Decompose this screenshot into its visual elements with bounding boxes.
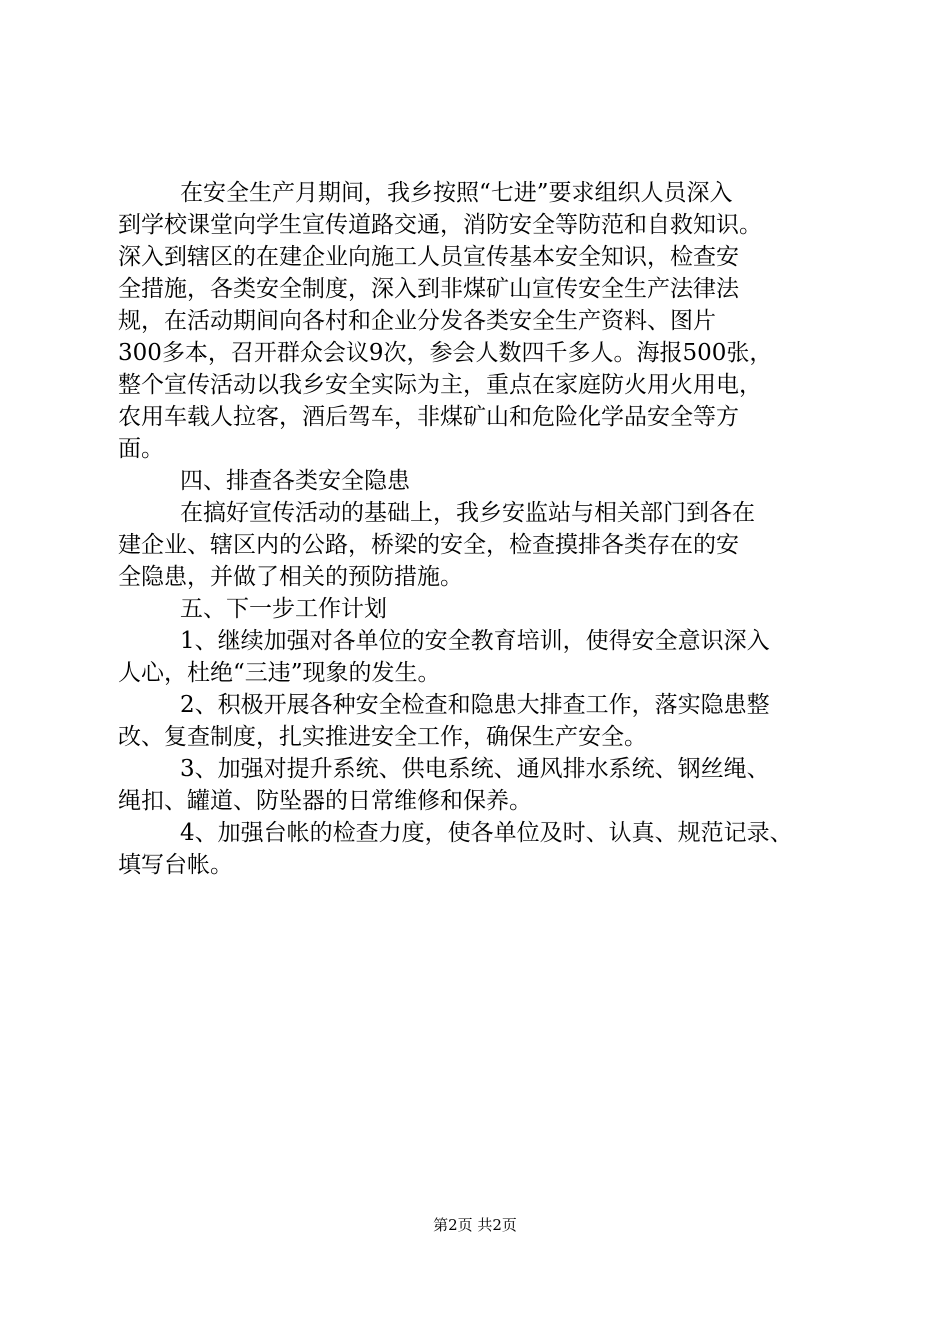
text-line: 填写台帐。 [118,852,233,878]
text-line: 人心，杜绝“三违”现象的发生。 [118,660,441,686]
text-line: 建企业、辖区内的公路，桥梁的安全，检查摸排各类存在的安 [118,532,739,558]
section-heading-hazard-check: 四、排查各类安全隐患 [180,468,410,494]
text-line: 在安全生产月期间，我乡按照“七进”要求组织人员深入 [180,180,733,206]
text-line: 全隐患，并做了相关的预防措施。 [118,564,463,590]
text-line: 深入到辖区的在建企业向施工人员宣传基本安全知识，检查安 [118,244,739,270]
text-line: 农用车载人拉客，酒后驾车，非煤矿山和危险化学品安全等方 [118,404,739,430]
text-line: 在搞好宣传活动的基础上，我乡安监站与相关部门到各在 [180,500,755,526]
section-heading-next-plan: 五、下一步工作计划 [180,596,387,622]
text-line: 300多本，召开群众会议9次，参会人数四千多人。海报500张， [118,340,773,366]
text-line: 全措施，各类安全制度，深入到非煤矿山宣传安全生产法律法 [118,276,739,302]
text-line: 规，在活动期间向各村和企业分发各类安全生产资料、图片 [118,308,716,334]
text-line: 改、复查制度，扎实推进安全工作，确保生产安全。 [118,724,647,750]
text-line: 面。 [118,436,164,462]
text-line: 1、继续加强对各单位的安全教育培训，使得安全意识深入 [180,628,770,654]
text-line: 3、加强对提升系统、供电系统、通风排水系统、钢丝绳、 [180,756,770,782]
text-line: 绳扣、罐道、防坠器的日常维修和保养。 [118,788,532,814]
text-line: 4、加强台帐的检查力度，使各单位及时、认真、规范记录、 [180,820,793,846]
text-line: 2、积极开展各种安全检查和隐患大排查工作，落实隐患整 [180,692,770,718]
page-number-footer: 第2页 共2页 [433,1216,517,1234]
text-line: 到学校课堂向学生宣传道路交通，消防安全等防范和自救知识。 [118,212,762,238]
text-line: 整个宣传活动以我乡安全实际为主，重点在家庭防火用火用电， [118,372,762,398]
